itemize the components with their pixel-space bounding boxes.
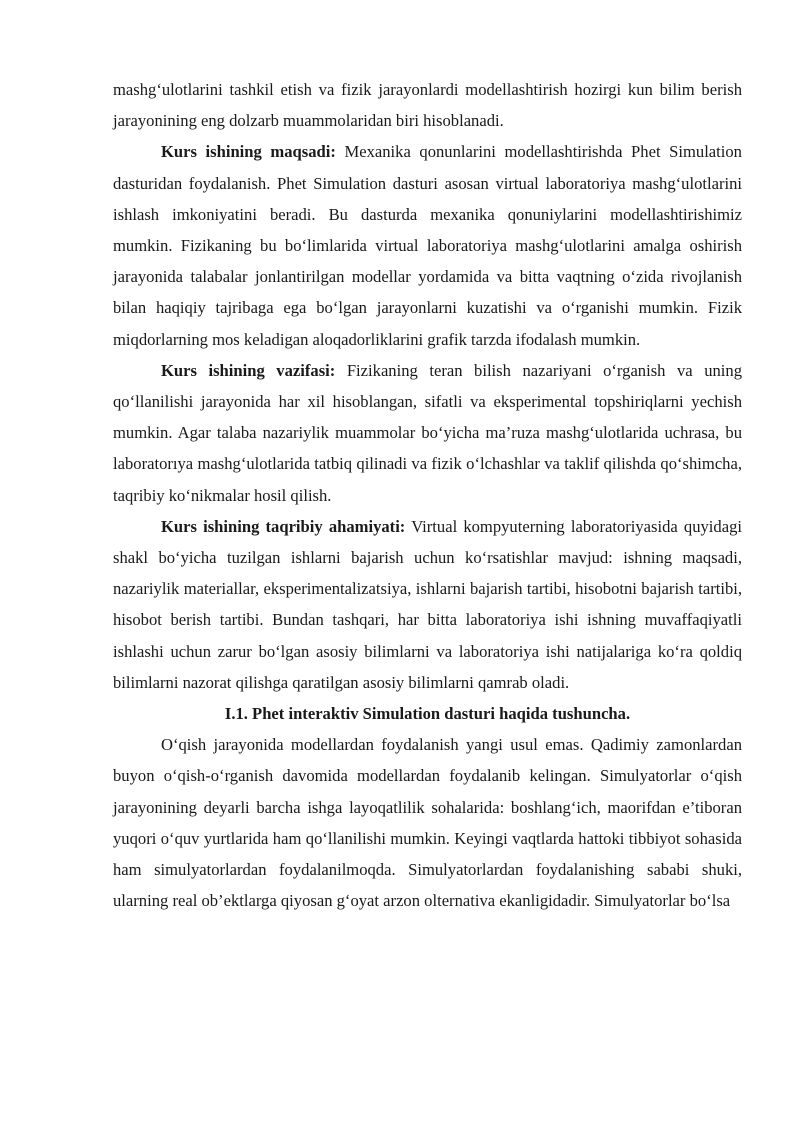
paragraph-text: Mexanika qonunlarini modellashtirishda Phet Simulation dasturidan foydalanish. Phet Simulation dasturi asosan virtual laboratoriya mashg‘ulotlarini ishlash imkoniyatini beradi. Bu dasturda mexanika qonuniylarini modellashtirishimiz mumkin. Fizikaning bu bo‘limlarida virtual laboratoriya mashg‘ulotlarini amalga oshirish jarayonida talabalar jonlantirilgan modellar yordamida va bitta vaqtning o‘zida rivojlanish bilan haqiqiy tajribaga ega bo‘lgan jarayonlarni kuzatishi va o‘rganishi mumkin. Fizik miqdorlarning mos keladigan aloqadorliklarini grafik tarzda ifodalash mumkin. — [113, 142, 742, 349]
paragraph-intro — [113, 729, 742, 916]
paragraph-label: Kurs ishining vazifasi: — [161, 360, 336, 380]
paragraph-course-tasks — [113, 355, 742, 511]
paragraph-continuation — [113, 74, 742, 136]
paragraph-text: Fizikaning teran bilish nazariyani o‘rganish va uning qo‘llanilishi jarayonida har xil hisoblangan, sifatli va eksperimental topshiriqlarni yechish mumkin. Agar talaba nazariylik muammolar bo‘yicha ma’ruza mashg‘ulotlarida uchrasa, bu laboratorıya mashg‘ulotlarida tatbiq qilinadi va fizik o‘lchashlar va taklif qilishda qo‘shimcha, taqribiy ko‘nikmalar hosil qilish. — [113, 360, 742, 505]
paragraph-text: mashg‘ulotlarini tashkil etish va fizik jarayonlardi modellashtirish hozirgi kun bilim berish jarayonining eng dolzarb muammolaridan biri hisoblanadi. — [113, 80, 742, 131]
paragraph-label: Kurs ishining taqribiy ahamiyati: — [161, 516, 406, 536]
paragraph-label: Kurs ishining maqsadi: — [161, 142, 336, 162]
paragraph-text: Virtual kompyuterning laboratoriyasida quyidagi shakl bo‘yicha tuzilgan ishlarni bajarish uchun ko‘rsatishlar mavjud: ishning maqsadi, nazariylik materiallar, eksperimentalizatsiya, ishlarni bajarish tartibi, hisobotni bajarish tartibi, hisobot berish tartibi. Bundan tashqari, har bitta laboratoriya ishi ishning muvaffaqiyatli ishlashi uchun zarur bo‘lgan asosiy bilimlarni va laboratoriya ishi natijalariga ko‘ra qoldiq bilimlarni nazorat qilishga qaratilgan asosiy bilimlarni qamrab oladi. — [113, 516, 742, 692]
paragraph-course-significance — [113, 511, 742, 698]
document-page — [113, 74, 742, 916]
paragraph-text: O‘qish jarayonida modellardan foydalanish yangi usul emas. Qadimiy zamonlardan buyon o‘qish-o‘rganish davomida modellardan foydalanib kelingan. Simulyatorlar o‘qish jarayonining deyarli barcha ishga layoqatlilik sohalarida: boshlang‘ich, maorifdan e’tiboran yuqori o‘quv yurtlarida ham qo‘llanilishi mumkin. Keyingi vaqtlarda hattoki tibbiyot sohasida ham simulyatorlardan foydalanilmoqda. Simulyatorlardan foydalanishing sababi shuki, ularning real ob’ektlarga qiyosan g‘oyat arzon olternativa ekanligidadir. Simulyatorlar bo‘lsa — [113, 735, 742, 911]
paragraph-course-goal — [113, 136, 742, 354]
section-heading: I.1. Phet interaktiv Simulation dasturi haqida tushuncha. — [224, 704, 631, 724]
